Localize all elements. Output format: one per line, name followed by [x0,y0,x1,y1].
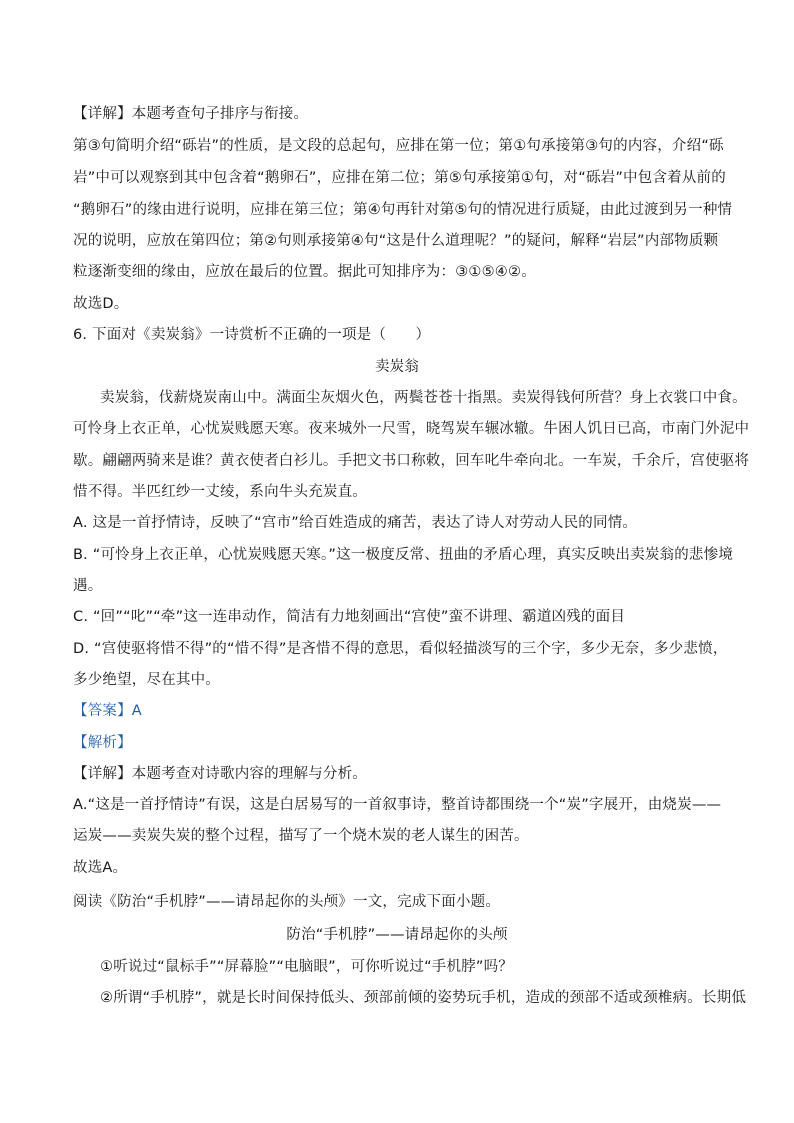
explanation-line: A.“这是一首抒情诗”有误，这是白居易写的一首叙事诗，整首诗都围绕一个“炭”字展开，由烧炭—— [73,797,722,813]
article-paragraph-2: ②所谓“手机脖”，就是长时间保持低头、颈部前倾的姿势玩手机，造成的颈部不适或颈椎病。长期低 [100,990,747,1006]
question-6-stem: 6. 下面对《卖炭翁》一诗赏析不正确的一项是（ ） [73,327,431,343]
paragraph-line: 粒逐渐变细的缘由，应放在最后的位置。据此可知排序为：③①⑤④②。 [73,264,536,280]
paragraph-line: “鹅卵石”的缘由进行说明，应排在第三位；第④句再针对第⑤句的情况进行质疑，由此过渡到另一种情 [73,202,733,218]
paragraph-line: 岩”中可以观察到其中包含着“鹅卵石”，应排在第二位；第⑤句承接第①句，对“砾岩”中包含着从前的 [73,170,726,186]
paragraph-line: 况的说明，应放在第四位；第②句则承接第④句“这是什么道理呢？”的疑问，解释“岩层”内部物质颗 [73,233,719,249]
reading-instruction: 阅读《防治“手机脖”——请昂起你的头颅》一文，完成下面小题。 [73,894,501,910]
article-paragraph-1: ①听说过“鼠标手”“屏幕脸”“电脑眼”，可你听说过“手机脖”吗？ [100,959,513,975]
paragraph-line: 第③句简明介绍“砾岩”的性质，是文段的总起句，应排在第一位；第①句承接第③句的内容，介绍“砾 [73,138,724,154]
poem-line: 惜不得。半匹红纱一丈绫，系向牛头充炭直。 [73,484,367,500]
explanation-line: 运炭——卖炭失炭的整个过程，描写了一个烧木炭的老人谋生的困苦。 [73,828,529,844]
poem-line: 卖炭翁，伐薪烧炭南山中。满面尘灰烟火色，两鬓苍苍十指黑。卖炭得钱何所营？身上衣裳口中食。 [100,390,747,406]
answer-label: 【答案】A [73,703,142,719]
option-d: D. “宫使驱将惜不得”的“惜不得”是吝惜不得的意思，看似轻描淡写的三个字，多少无奈，多少悲愤， [73,641,728,657]
option-b: B. “可怜身上衣正单，心忧炭贱愿天寒。”这一极度反常、扭曲的矛盾心理，真实反映出卖炭翁的悲惨境 [73,547,734,563]
poem-title: 卖炭翁 [374,359,420,375]
analysis-label: 【解析】 [73,735,132,751]
detail-heading: 【详解】本题考查句子排序与衔接。 [73,106,309,122]
poem-line: 歇。翩翩两骑来是谁？黄衣使者白衫儿。手把文书口称敕，回车叱牛牵向北。一车炭，千余斤，宫使驱将 [73,453,750,469]
detail-heading: 【详解】本题考查对诗歌内容的理解与分析。 [73,766,367,782]
option-b-continued: 遇。 [73,578,103,594]
option-a: A. 这是一首抒情诗，反映了“宫市”给百姓造成的痛苦，表达了诗人对劳动人民的同情。 [73,515,638,531]
poem-line: 可怜身上衣正单，心忧炭贱愿天寒。夜来城外一尺雪，晓驾炭车辗冰辙。牛困人饥日已高，市南门外泥中 [73,421,750,437]
option-c: C. “回”“叱”“牵”这一连串动作，简洁有力地刻画出“宫使”蛮不讲理、霸道凶残的面目 [73,609,626,625]
option-d-continued: 多少绝望，尽在其中。 [73,672,220,688]
answer-choice-line: 故选A。 [73,860,128,876]
article-title: 防治“手机脖”——请昂起你的头颅 [286,927,508,943]
answer-choice-line: 故选D。 [73,296,129,312]
